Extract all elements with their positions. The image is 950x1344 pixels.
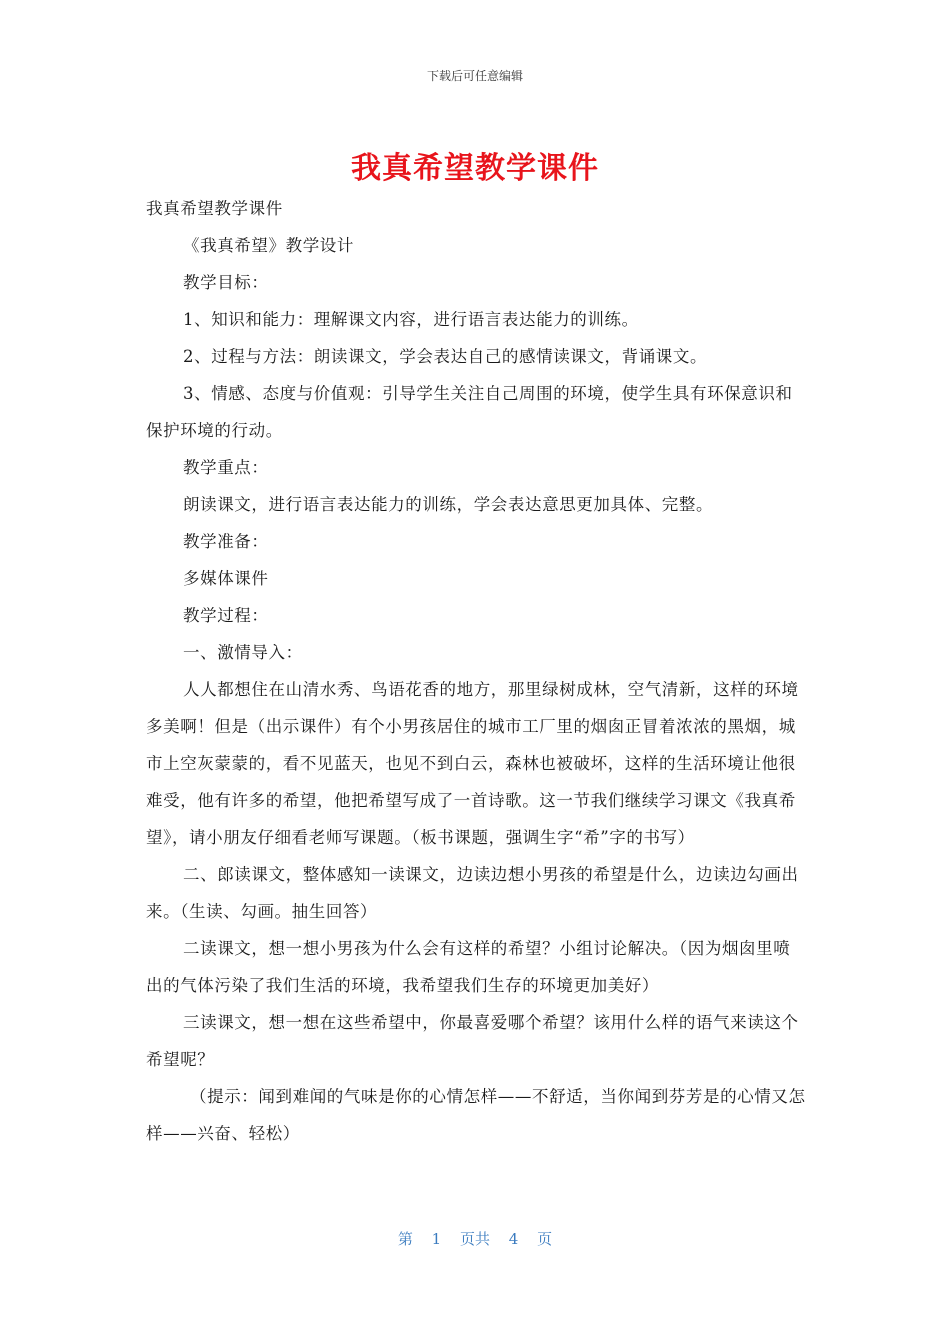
paragraph-focus-heading: 教学重点： [183,458,269,477]
header-note: 下载后可任意编辑 [426,69,523,83]
paragraph-doc-name: 我真希望教学课件 [146,199,283,218]
paragraph-goal-3: 3、情感、态度与价值观：引导学生关注自己周围的环境，使学生具有环保意识和保护环境的行动。 [146,384,793,440]
paragraph-focus: 朗读课文，进行语言表达能力的训练，学会表达意思更加具体、完整。 [183,495,714,514]
paragraph-prep-heading: 教学准备： [183,532,269,551]
paragraph-step-2b: 二读课文，想一想小男孩为什么会有这样的希望？小组讨论解决。（因为烟囱里喷出的气体污染了我们生活的环境，我希望我们生存的环境更加美好） [146,939,791,995]
paragraph-goal-2: 2、过程与方法：朗读课文，学会表达自己的感情读课文，背诵课文。 [183,347,708,366]
paragraph-prep: 多媒体课件 [183,569,269,588]
paragraph-goals-heading: 教学目标： [183,273,269,292]
footer-page-end: 页 [537,1230,553,1248]
footer-page-total: 4 [508,1230,519,1248]
paragraph-step-1-heading: 一、激情导入： [183,643,303,662]
paragraph-step-2c: 三读课文，想一想在这些希望中，你最喜爱哪个希望？该用什么样的语气来读这个希望呢？ [146,1013,799,1069]
footer-page-label: 第 [397,1230,413,1248]
document-body [146,190,806,1152]
footer-page-mid: 页共 [459,1230,490,1248]
page-footer [0,1228,950,1249]
footer-page-number: 1 [431,1230,442,1248]
paragraph-step-2: 二、郎读课文，整体感知一读课文，边读边想小男孩的希望是什么，边读边勾画出来。（生读、勾画。抽生回答） [146,865,799,921]
document-title: 我真希望教学课件 [351,151,599,186]
paragraph-hint: （提示：闻到难闻的气味是你的心情怎样——不舒适，当你闻到芬芳是的心情又怎样——兴奋、轻松） [146,1087,806,1143]
paragraph-process-heading: 教学过程： [183,606,269,625]
paragraph-design-title: 《我真希望》教学设计 [183,236,354,255]
paragraph-step-1: 人人都想住在山清水秀、鸟语花香的地方，那里绿树成林，空气清新，这样的环境多美啊！但是（出示课件）有个小男孩居住的城市工厂里的烟囱正冒着浓浓的黑烟，城市上空灰蒙蒙的，看不见蓝天，也见不到白云，森林也被破坏，这样的生活环境让他很难受，他有许多的希望，他把希望写成了一首诗歌。这一节我们继续学习课文《我真希望》，请小朋友仔细看老师写课题。（板书课题，强调生字“希”字的书写） [146,680,799,847]
paragraph-goal-1: 1、知识和能力：理解课文内容，进行语言表达能力的训练。 [183,310,639,329]
